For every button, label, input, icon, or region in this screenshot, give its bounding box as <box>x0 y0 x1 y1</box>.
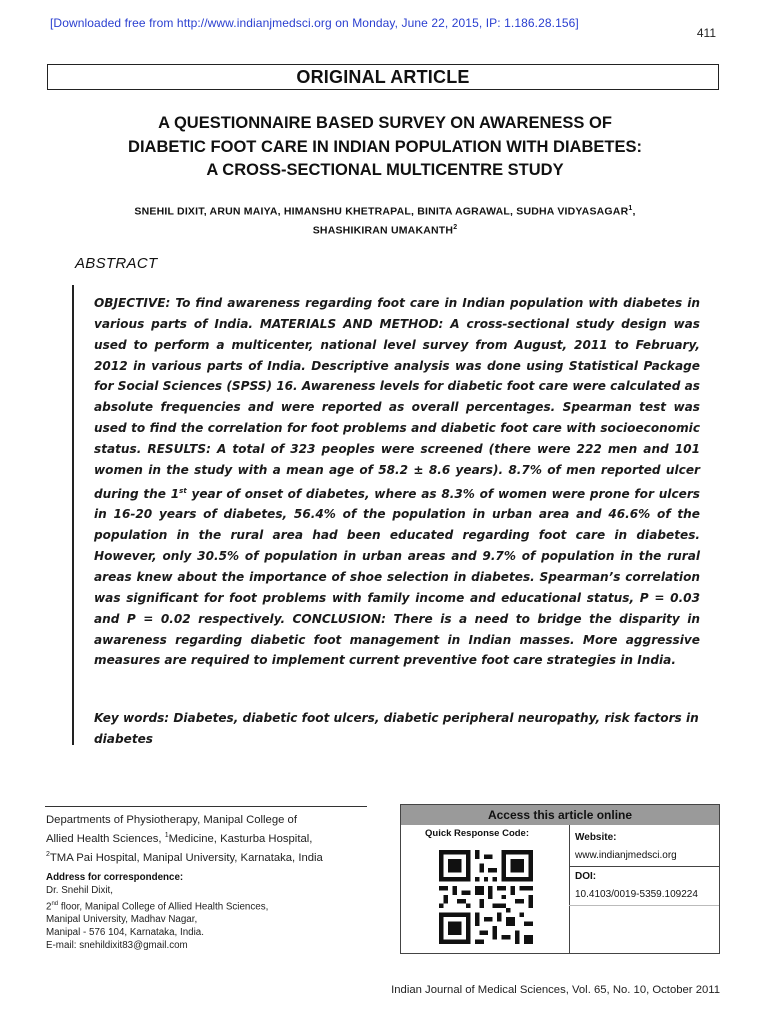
correspondence-address: Dr. Snehil Dixit, 2nd floor, Manipal College of Allied Health Sciences, Manipal University, Madhav Nagar, Manipal - 576 104, Karnataka, India. E-mail: snehildixit83@gmail.com <box>46 885 376 953</box>
page-number: 411 <box>696 26 716 40</box>
abstract-heading: ABSTRACT <box>75 255 158 272</box>
objective-label: OBJECTIVE: <box>94 296 171 310</box>
abstract-section <box>72 285 714 745</box>
author-line-2: SHASHIKIRAN UMAKANTH$^2$ <box>312 223 458 236</box>
title-line: A CROSS-SECTIONAL MULTICENTRE STUDY <box>206 161 564 179</box>
access-online-box <box>400 804 720 954</box>
title-line: A QUESTIONNAIRE BASED SURVEY ON AWARENESS OF <box>158 114 612 132</box>
doi-value[interactable]: 10.4103/0019-5359.109224 <box>575 889 698 900</box>
results-label: RESULTS: <box>147 441 211 456</box>
download-notice: [Downloaded free from http://www.indianjmedsci.org on Monday, June 22, 2015, IP: 1.186.28.156] <box>50 16 579 30</box>
divider <box>569 866 719 867</box>
divider <box>45 806 367 807</box>
keywords-label: Key words: <box>94 711 170 725</box>
correspondence-email[interactable]: E-mail: snehildixit83@gmail.com <box>46 939 188 951</box>
correspondence-heading: Address for correspondence: <box>46 872 184 883</box>
article-type-banner: ORIGINAL ARTICLE <box>47 64 719 90</box>
author-list <box>50 201 720 238</box>
website-label: Website: <box>575 832 617 843</box>
affiliations: Departments of Physiotherapy, Manipal College of Allied Health Sciences, $^1$Medicine, Kasturba Hospital, $^2$TMA Pai Hospital, Manipal University, Karnataka, India <box>46 814 323 864</box>
article-title <box>50 112 720 183</box>
conclusion-label: CONCLUSION: <box>292 611 387 626</box>
doi-label: DOI: <box>575 871 597 882</box>
methods-label: MATERIALS AND METHOD: <box>259 316 444 331</box>
access-box-heading: Access this article online <box>401 805 719 825</box>
journal-footer: Indian Journal of Medical Sciences, Vol. 65, No. 10, October 2011 <box>391 984 720 996</box>
qr-label: Quick Response Code: <box>425 828 529 839</box>
divider <box>569 905 719 906</box>
title-line: DIABETIC FOOT CARE IN INDIAN POPULATION WITH DIABETES: <box>128 137 642 156</box>
author-line-1: SNEHIL DIXIT, ARUN MAIYA, HIMANSHU KHETRAPAL, BINITA AGRAWAL, SUDHA VIDYASAGAR$^1$, <box>134 205 636 218</box>
keywords: Key words: Diabetes, diabetic foot ulcers, diabetic peripheral neuropathy, risk factors in diabetes <box>94 711 699 746</box>
qr-code-icon[interactable] <box>439 850 533 944</box>
abstract-body: OBJECTIVE: To find awareness regarding foot care in Indian population with diabetes in various parts of India. MATERIALS AND METHOD: A cross-sectional study design was used to perform a multicenter, national level survey from August, 2011 to February, 2012 in various parts of India. Descriptive analysis was done using Statistical Package for Social Sciences (SPSS) 16. Awareness levels for diabetic foot care were calculated as absolute frequencies and were reported as overall percentages. Spearman test was used to find the correlation for foot problems and diabetic foot care with socioeconomic status. RESULTS: A total of 323 peoples were screened (there were 222 men and 101 women in the study with a mean age of 58.2 ± 8.6 years). 8.7% of men reported ulcer during the 1st year of onset of diabetes, where as 8.3% of women were prone for ulcers in 16-20 years of diabetes, 56.4% of the population in urban area and 46.6% of the population in the rural area had been educated regarding foot care in diabetes. However, only 30.5% of population in urban areas and 9.7% of population in the rural areas knew about the importance of shoe selection in diabetes. Spearman’s correlation was significant for foot problems with family income and educational status, P = 0.03 and P = 0.02 respectively. CONCLUSION: There is a need to bridge the disparity in awareness regarding diabetic foot management in Indian masses. More aggressive measures are required to implement current preventive foot care strategies in India. <box>94 296 700 668</box>
website-link[interactable]: www.indianjmedsci.org <box>575 850 677 861</box>
